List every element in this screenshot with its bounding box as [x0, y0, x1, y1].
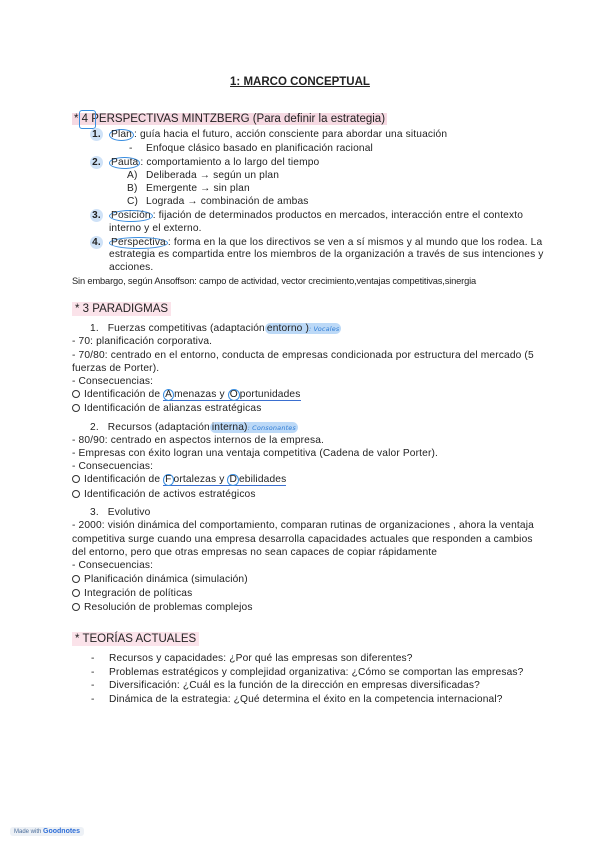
list-dash: -	[91, 694, 95, 705]
bullet-item-fortalezas: Identificación de F ortalezas y D ebilidades	[72, 474, 286, 486]
bullet-icon	[72, 575, 80, 583]
circled-letter: O	[229, 389, 238, 400]
list-item: Dinámica de la estrategia: ¿Qué determina el éxito en la competencia internacional?	[109, 694, 503, 705]
text-line: - Consecuencias:	[72, 560, 154, 571]
perspective-subitem: -	[129, 143, 133, 154]
subitem-letter: A)	[127, 170, 138, 181]
perspective-continuation: estrategia es compartida entre los miembros de la organización a través de sus intenciones y	[109, 249, 544, 260]
footnote: Sin embargo, según Ansoffson: campo de actividad, vector crecimiento,ventajas competitivas,sinergia	[72, 276, 477, 286]
perspective-item-pauta: 2. Pauta : comportamiento a lo largo del tiempo	[90, 156, 319, 169]
subitem-letter: C)	[127, 196, 139, 207]
bullet-icon	[72, 603, 80, 611]
list-dash: -	[91, 667, 95, 678]
bullet-item: Resolución de problemas complejos	[72, 602, 253, 613]
goodnotes-badge: Made with Goodnotes	[10, 827, 84, 836]
circled-letter: Perspectiva	[111, 237, 166, 248]
bullet-icon	[72, 490, 80, 498]
bullet-item: Planificación dinámica (simulación)	[72, 574, 248, 585]
text-line: - 70: planificación corporativa.	[72, 336, 213, 347]
circled-letter: A	[165, 389, 173, 400]
circled-letter: Pauta	[111, 157, 139, 168]
section-heading-teorias: * TEORÍAS ACTUALES	[72, 633, 199, 645]
list-item: Diversificación: ¿Cuál es la función de la dirección en empresas diversificadas?	[109, 680, 480, 691]
paradigm-3: 3. Evolutivo	[90, 507, 151, 518]
text-line: - 2000: visión dinámica del comportamiento, comparan rutinas de organizaciones , ahora la ventaja	[72, 520, 534, 531]
bullet-icon	[72, 390, 80, 398]
section-heading-perspectivas: * 4 PERSPECTIVAS MINTZBERG (Para definir la estrategia)	[74, 113, 386, 125]
text-line: - Empresas con éxito logran una ventaja competitiva (Cadena de valor Porter).	[72, 448, 439, 459]
list-item: Recursos y capacidades: ¿Por qué las empresas son diferentes?	[109, 653, 413, 664]
text-line: fuerzas de Porter).	[72, 363, 160, 374]
circled-letter: F	[165, 474, 172, 485]
text-line: - Consecuencias:	[72, 376, 154, 387]
circled-letter: Plan	[111, 129, 132, 140]
handwritten-note: : Vocales	[309, 325, 340, 333]
list-dash: -	[91, 680, 95, 691]
perspective-item-perspectiva: 4. Perspectiva : forma en la que los directivos se ven a sí mismos y al mundo que los rodea. La	[90, 236, 542, 249]
bullet-icon	[72, 475, 80, 483]
perspective-continuation: interno y el externo.	[109, 223, 202, 234]
bullet-item: Integración de políticas	[72, 588, 192, 599]
paradigm-1: 1. Fuerzas competitivas (adaptación entorno ): Vocales	[90, 323, 340, 334]
text-line: del entorno, pero que otras empresas no sean capaces de copiar rápidamente	[72, 547, 438, 558]
bullet-item: Identificación de alianzas estratégicas	[72, 403, 261, 414]
perspective-subitem: Lograda → combinación de ambas	[146, 196, 309, 207]
text-line: - Consecuencias:	[72, 461, 154, 472]
perspective-subitem: Enfoque clásico basado en planificación racional	[146, 143, 373, 154]
text-line: - 80/90: centrado en aspectos internos de la empresa.	[72, 435, 325, 446]
section-heading-paradigmas: * 3 PARADIGMAS	[72, 303, 171, 315]
circled-letter: D	[229, 474, 237, 485]
perspective-subitem: Emergente → sin plan	[146, 183, 250, 194]
subitem-letter: B)	[127, 183, 138, 194]
page-title: 1: MARCO CONCEPTUAL	[230, 76, 370, 88]
perspective-item-posicion: 3. Posición : fijación de determinados productos en mercados, interacción entre el contexto	[90, 209, 523, 222]
perspective-item-plan: 1. Plan : guía hacia el futuro, acción consciente para abordar una situación	[90, 128, 447, 141]
bullet-icon	[72, 589, 80, 597]
perspective-subitem: Deliberada → según un plan	[146, 170, 280, 181]
bullet-item: Identificación de activos estratégicos	[72, 489, 256, 500]
list-item: Problemas estratégicos y complejidad organizativa: ¿Cómo se comportan las empresas?	[109, 667, 524, 678]
bullet-icon	[72, 404, 80, 412]
circled-letter: Posición	[111, 210, 151, 221]
bullet-item-amenazas: Identificación de A menazas y O portunidades	[72, 389, 301, 401]
paradigm-2: 2. Recursos (adaptación interna): Consonantes	[90, 422, 296, 433]
text-line: competitiva surge cuando una empresa desarrolla capacidades actuales que responden a cambios	[72, 534, 533, 545]
text-line: - 70/80: centrado en el entorno, conducta de empresas condicionada por estructura del mercado (5	[72, 350, 534, 361]
perspective-continuation: acciones.	[109, 262, 154, 273]
selection-box	[79, 110, 96, 129]
list-dash: -	[91, 653, 95, 664]
handwritten-note: : Consonantes	[247, 424, 296, 432]
